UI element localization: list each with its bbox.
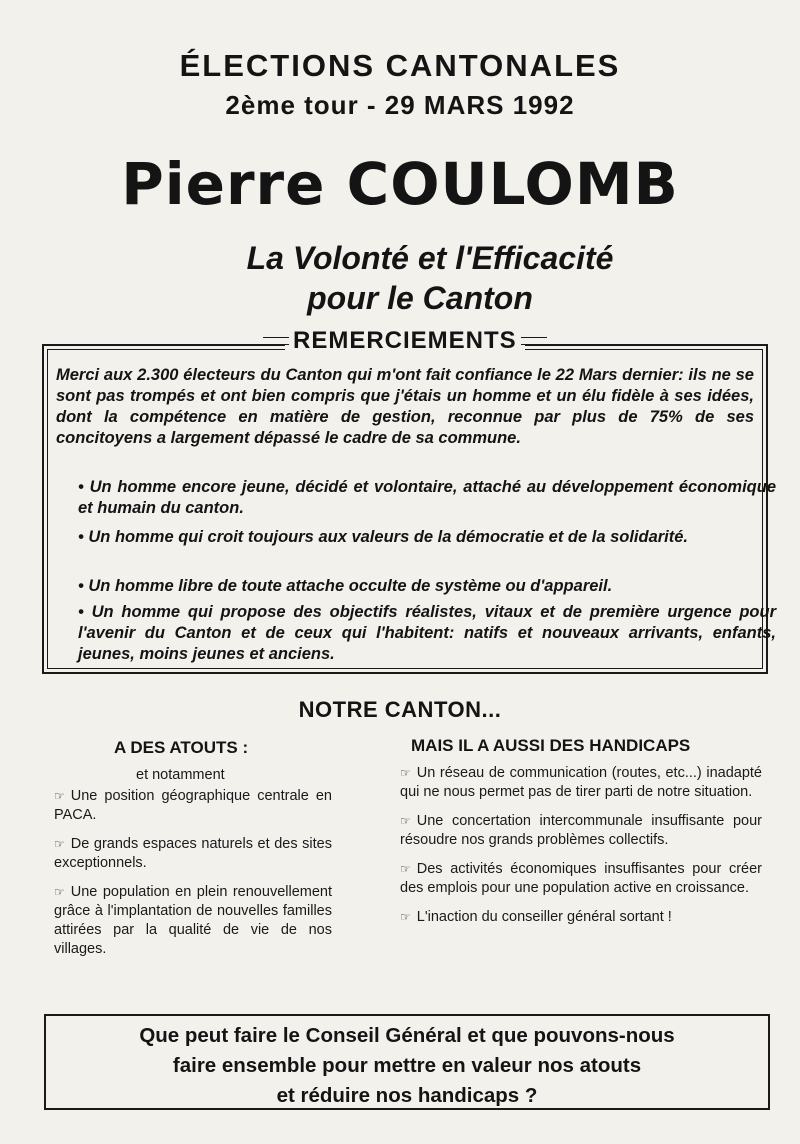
canton-title: NOTRE CANTON... — [298, 697, 502, 722]
candidate-name: Pierre COULOMB — [121, 150, 679, 218]
thanks-bullet: • Un homme encore jeune, décidé et volontaire, attaché au développement économique et humain du canton. — [78, 478, 776, 517]
question-box — [44, 1014, 770, 1110]
atout-text: Une position géographique centrale en PACA. — [54, 788, 332, 823]
atouts-title: A DES ATOUTS : — [114, 738, 249, 757]
pointing-hand-icon: ☞ — [400, 910, 411, 924]
election-round: 2ème tour - 29 MARS 1992 — [225, 90, 575, 120]
handicap-text: Un réseau de communication (routes, etc...) inadapté qui ne nous permet pas de tirer parti de notre situation. — [400, 765, 762, 800]
handicap-text: Une concertation intercommunale insuffisante pour résoudre nos grands problèmes collectifs. — [400, 813, 762, 848]
thanks-bullet: • Un homme qui propose des objectifs réalistes, vitaux et de première urgence pour l'avenir du Canton et de ceux qui l'habitent: natifs et nouveaux arrivants, enfants, jeunes, moins jeunes et anciens. — [78, 603, 776, 663]
slogan-line-2: pour le Canton — [307, 280, 533, 316]
atouts-column — [54, 766, 332, 969]
pointing-hand-icon: ☞ — [54, 789, 65, 803]
pointing-hand-icon: ☞ — [400, 862, 411, 876]
question-line: et réduire nos handicaps ? — [276, 1084, 538, 1107]
thanks-bullet: • Un homme libre de toute attache occulte de système ou d'appareil. — [78, 577, 613, 595]
list-item — [400, 764, 762, 802]
thanks-title: REMERCIEMENTS — [285, 327, 525, 355]
question-line: faire ensemble pour mettre en valeur nos atouts — [172, 1054, 642, 1077]
pointing-hand-icon: ☞ — [400, 766, 411, 780]
handicaps-title: MAIS IL A AUSSI DES HANDICAPS — [411, 736, 691, 755]
thanks-bullet: • Un homme qui croit toujours aux valeurs de la démocratie et de la solidarité. — [78, 528, 689, 546]
atout-text: De grands espaces naturels et des sites exceptionnels. — [54, 836, 332, 871]
pointing-hand-icon: ☞ — [54, 885, 65, 899]
atout-text: Une population en plein renouvellement grâce à l'implantation de nouvelles familles attirées par la qualité de vie de nos villages. — [54, 884, 332, 957]
thanks-intro: Merci aux 2.300 électeurs du Canton qui m'ont fait confiance le 22 Mars dernier: ils ne se sont pas trompés et ont bien compris que j'étais un homme et un élu fidèle à ses idées, dont la compétence en matière de gestion, reconnue par plus de 75% de ses concitoyens a largement dépassé le cadre de sa commune. — [56, 366, 754, 447]
handicap-text: Des activités économiques insuffisantes pour créer des emplois pour une population active en croissance. — [400, 861, 762, 896]
pointing-hand-icon: ☞ — [400, 814, 411, 828]
question-line: Que peut faire le Conseil Général et que pouvons-nous — [139, 1024, 675, 1047]
handicaps-column — [400, 764, 762, 937]
list-item — [400, 908, 762, 927]
atouts-subtitle: et notamment — [136, 767, 225, 783]
election-title: ÉLECTIONS CANTONALES — [179, 48, 621, 83]
list-item — [400, 860, 762, 898]
handicap-text: L'inaction du conseiller général sortant ! — [416, 909, 672, 925]
list-item — [54, 883, 332, 959]
pointing-hand-icon: ☞ — [54, 837, 65, 851]
list-item — [54, 787, 332, 825]
list-item — [400, 812, 762, 850]
slogan-line-1: La Volonté et l'Efficacité — [246, 240, 614, 276]
list-item — [54, 835, 332, 873]
